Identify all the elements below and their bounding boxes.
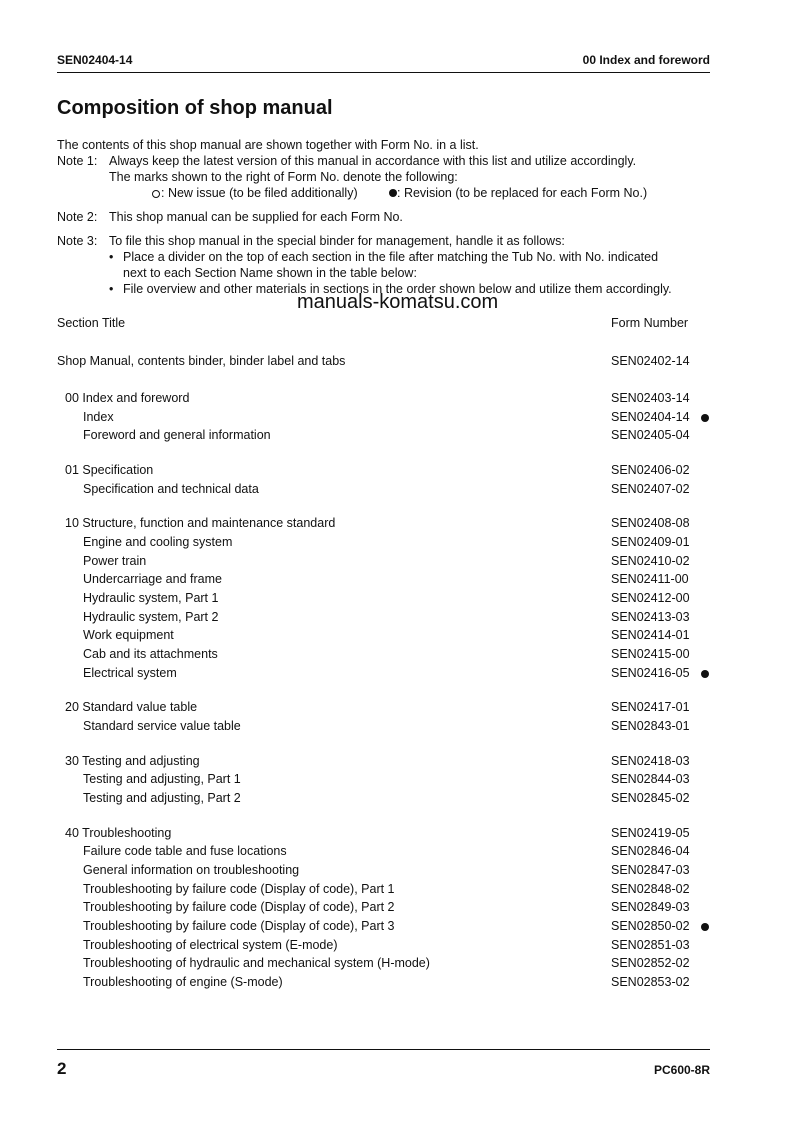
note1-line1: Always keep the latest version of this manual in accordance with this list and utilize accordingly.: [109, 154, 637, 168]
row-form-number: SEN02415-00: [611, 647, 690, 661]
row-section-title: Troubleshooting by failure code (Display of code), Part 1: [83, 882, 395, 896]
page-title: Composition of shop manual: [57, 97, 333, 119]
row-section-title: Standard service value table: [83, 719, 241, 733]
watermark: manuals-komatsu.com: [297, 291, 499, 313]
row-form-number: SEN02849-03: [611, 900, 690, 914]
header-section: 00 Index and foreword: [582, 53, 710, 67]
legend-new-issue: [152, 186, 358, 201]
row-section-title: Engine and cooling system: [83, 535, 233, 549]
row-form-number: SEN02850-02: [611, 919, 690, 933]
row-form-number: SEN02407-02: [611, 482, 690, 496]
row-section-title: Troubleshooting of hydraulic and mechanical system (H-mode): [83, 956, 430, 970]
row-section-title: Hydraulic system, Part 1: [83, 591, 219, 605]
new-issue-mark-icon: [152, 190, 160, 198]
row-section-title: Testing and adjusting, Part 1: [83, 772, 241, 786]
note2-label: Note 2:: [57, 210, 98, 224]
page-number: 2: [57, 1059, 67, 1078]
note3-bullet2: File overview and other materials in sections in the order shown below and utilize them accordingly.: [123, 282, 672, 296]
note3-bullet1-line2: next to each Section Name shown in the table below:: [123, 266, 417, 280]
row-form-number: SEN02844-03: [611, 772, 690, 786]
row-section-title: Troubleshooting by failure code (Display of code), Part 3: [83, 919, 395, 933]
row-form-number: SEN02419-05: [611, 826, 690, 840]
note3-label: Note 3:: [57, 234, 98, 248]
row-section-title: Failure code table and fuse locations: [83, 844, 287, 858]
row-form-number: SEN02408-08: [611, 516, 690, 530]
row-form-number: SEN02848-02: [611, 882, 690, 896]
row-form-number: SEN02411-00: [611, 572, 689, 586]
row-section-title: Undercarriage and frame: [83, 572, 222, 586]
row-section-title: 01 Specification: [65, 463, 154, 477]
header-doc-number: SEN02404-14: [57, 53, 133, 67]
bullet-icon: •: [109, 250, 114, 264]
row-form-number: SEN02413-03: [611, 610, 690, 624]
legend-revision: [389, 186, 647, 201]
bullet-icon: •: [109, 282, 114, 296]
row-form-number: SEN02418-03: [611, 754, 690, 768]
row-form-number: SEN02853-02: [611, 975, 690, 989]
row-section-title: Specification and technical data: [83, 482, 259, 496]
legend-revision-text: : Revision (to be replaced for each Form No.): [397, 186, 648, 200]
revision-mark-icon: [389, 189, 397, 197]
row-form-number: SEN02416-05: [611, 666, 690, 680]
note3-bullet1-line1: Place a divider on the top of each section in the file after matching the Tub No. with No. indicated: [123, 250, 659, 264]
row-section-title: 00 Index and foreword: [65, 391, 190, 405]
legend-new-issue-text: : New issue (to be filed additionally): [161, 186, 358, 200]
row-form-number: SEN02847-03: [611, 863, 690, 877]
row-form-number: SEN02403-14: [611, 391, 690, 405]
row-section-title: 20 Standard value table: [65, 700, 198, 714]
row-form-number: SEN02851-03: [611, 938, 690, 952]
row-form-number: SEN02852-02: [611, 956, 690, 970]
row-section-title: Testing and adjusting, Part 2: [83, 791, 241, 805]
row-section-title: Work equipment: [83, 628, 174, 642]
row-section-title: General information on troubleshooting: [83, 863, 300, 877]
row-form-number: SEN02412-00: [611, 591, 690, 605]
row-form-number: SEN02417-01: [611, 700, 690, 714]
note2-text: This shop manual can be supplied for each Form No.: [109, 210, 403, 224]
note1-label: Note 1:: [57, 154, 98, 168]
row-form-number: SEN02402-14: [611, 354, 690, 368]
footer-rule: [57, 1049, 710, 1050]
row-form-number: SEN02414-01: [611, 628, 690, 642]
intro-text: The contents of this shop manual are shown together with Form No. in a list.: [57, 138, 479, 152]
note1-line2: The marks shown to the right of Form No. denote the following:: [109, 170, 458, 184]
row-form-number: SEN02843-01: [611, 719, 690, 733]
row-section-title: Troubleshooting of electrical system (E-mode): [83, 938, 338, 952]
row-section-title: Hydraulic system, Part 2: [83, 610, 219, 624]
note3-text: To file this shop manual in the special binder for management, handle it as follows:: [109, 234, 565, 248]
column-header-section-title: Section Title: [57, 316, 126, 330]
column-header-form-number: Form Number: [611, 316, 689, 330]
row-form-number: SEN02845-02: [611, 791, 690, 805]
row-form-number: SEN02409-01: [611, 535, 690, 549]
revision-mark-icon: [701, 414, 709, 422]
header-rule: [57, 72, 710, 73]
row-form-number: SEN02405-04: [611, 428, 690, 442]
row-section-title: 30 Testing and adjusting: [65, 754, 200, 768]
row-section-title: Troubleshooting by failure code (Display of code), Part 2: [83, 900, 395, 914]
row-section-title: Foreword and general information: [83, 428, 271, 442]
row-section-title: 10 Structure, function and maintenance standard: [65, 516, 336, 530]
row-section-title: Index: [83, 410, 114, 424]
row-form-number: SEN02404-14: [611, 410, 690, 424]
row-section-title: Troubleshooting of engine (S-mode): [83, 975, 283, 989]
revision-mark-icon: [701, 670, 709, 678]
row-form-number: SEN02846-04: [611, 844, 690, 858]
row-section-title: Cab and its attachments: [83, 647, 218, 661]
row-section-title: Shop Manual, contents binder, binder label and tabs: [57, 354, 346, 368]
row-section-title: 40 Troubleshooting: [65, 826, 172, 840]
revision-mark-icon: [701, 923, 709, 931]
row-section-title: Electrical system: [83, 666, 177, 680]
model-number: PC600-8R: [653, 1063, 710, 1077]
row-form-number: SEN02406-02: [611, 463, 690, 477]
row-form-number: SEN02410-02: [611, 554, 690, 568]
row-section-title: Power train: [83, 554, 147, 568]
